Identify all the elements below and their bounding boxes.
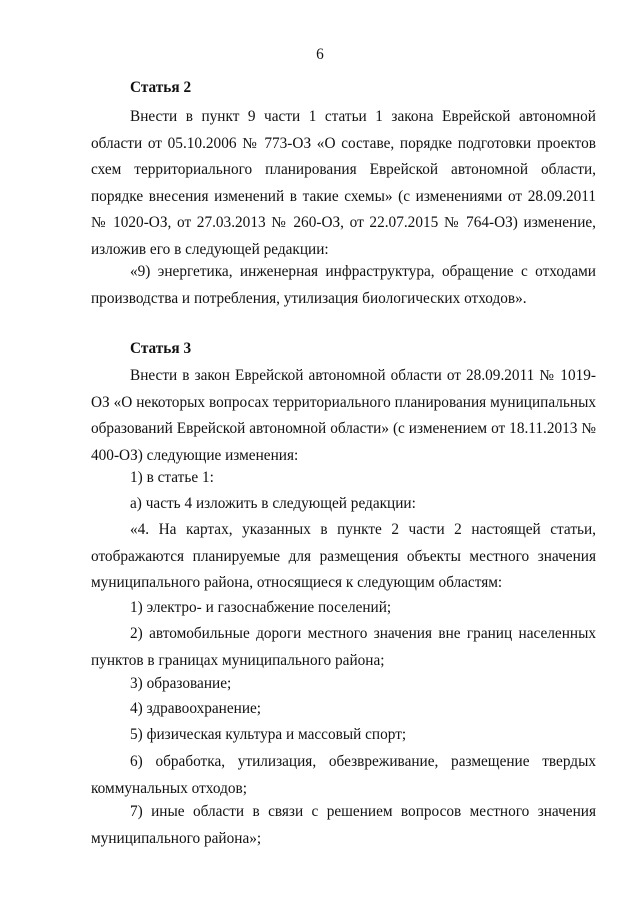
article-2-paragraph-1: Внести в пункт 9 части 1 статьи 1 закона Еврейской автономной области от 05.10.2006 № 773-ОЗ «О составе, порядке подготовки проектов схем территориального планирования Еврейской автономной области, порядке внесения изменений в такие схемы» (с изменениями от 28.09.2011 № 1020-ОЗ, от 27.03.2013 № 260-ОЗ, от 22.07.2015 № 764-ОЗ) изменение, изложив его в следующей редакции:	[91, 108, 596, 258]
article-3-paragraph-1: Внести в закон Еврейской автономной области от 28.09.2011 № 1019-ОЗ «О некоторых вопросах территориального планирования муниципальных образований Еврейской автономной области» (с изменением от 18.11.2013 № 400-ОЗ) следующие изменения:	[91, 367, 596, 464]
article-3-heading: Статья 3	[130, 340, 192, 357]
list-item-5: 5) физическая культура и массовый спорт;	[130, 726, 407, 743]
article-2-paragraph-2: «9) энергетика, инженерная инфраструктура, обращение с отходами производства и потребления, утилизация биологических отходов».	[91, 263, 596, 307]
page-number: 6	[316, 46, 324, 63]
article-2-heading: Статья 2	[130, 79, 192, 96]
article-3-item-1: 1) в статье 1:	[130, 469, 214, 486]
list-item-1: 1) электро- и газоснабжение поселений;	[130, 599, 392, 616]
list-item-4: 4) здравоохранение;	[130, 700, 262, 717]
list-item-2: 2) автомобильные дороги местного значения вне границ населенных пунктов в границах муниципального района;	[91, 625, 596, 669]
list-item-7: 7) иные области в связи с решением вопросов местного значения муниципального района»;	[91, 803, 596, 847]
list-item-6: 6) обработка, утилизация, обезвреживание, размещение твердых коммунальных отходов;	[91, 753, 596, 797]
article-3-item-a: а) часть 4 изложить в следующей редакции:	[130, 495, 416, 512]
list-item-3: 3) образование;	[130, 675, 232, 692]
article-3-part-4: «4. На картах, указанных в пункте 2 части 2 настоящей статьи, отображаются планируемые для размещения объекты местного значения муниципального района, относящиеся к следующим областям:	[91, 521, 596, 592]
